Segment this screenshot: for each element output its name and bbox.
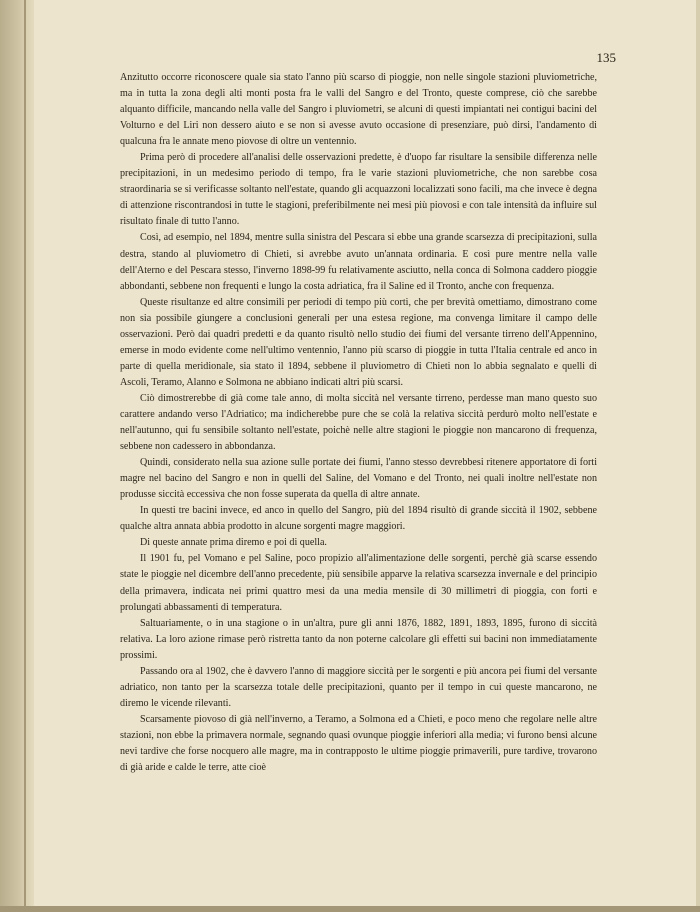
page-number: 135 [596,50,616,65]
paragraph: Saltuariamente, o in una stagione o in un'altra, pure gli anni 1876, 1882, 1891, 1893, 1895, furono di siccità relativa. La loro azione rimase però ristretta tanto da non poterne calcolare gli effetti sui bacini non immediatamente prossimi. [120,617,597,661]
paragraph: Prima però di procedere all'analisi delle osservazioni predette, è d'uopo far risultare la sensibile differenza nelle precipitazioni, in un medesimo periodo di tempo, fra le varie stazioni pluviometriche, che non sarebbe cosa straordinaria se si verificasse soltanto nell'estate, quando gli acquazzoni localizzati sono facili, ma che invece è degna di attenzione riscontrandosi in tutte le stagioni, preferibilmente nei mesi più piovosi e con tale intensità da influire sul risultato finale di tutto l'anno. [120,152,597,228]
paragraph: Il 1901 fu, pel Vomano e pel Saline, poco propizio all'alimentazione delle sorgenti, perchè già scarse essendo state le pioggie nel dicembre dell'anno precedente, più sensibile apparve la relativa scarsezza invernale e del principio della primavera, indicata nei primi quattro mesi da una media mensile di 30 millimetri di pioggia, con forti e prolungati abbassamenti di temperatura. [120,553,597,613]
paragraph: Anzitutto occorre riconoscere quale sia stato l'anno più scarso di pioggie, non nelle singole stazioni pluviometriche, ma in tutta la zona degli alti monti posta fra le valli del Sangro e del Tronto, queste comprese, ciò che sarebbe alquanto difficile, mancando nella valle del Sangro i pluviometri, se alcuni di questi impiantati nei contigui bacini del Volturno e del Liri non dessero aiuto e se non si avesse avuto occasione di presenziare, può dirsi, l'andamento di qualcuna fra le annate meno piovose di oltre un ventennio. [120,72,597,148]
page-edge-bottom [0,906,700,912]
paragraph: In questi tre bacini invece, ed anco in quello del Sangro, più del 1894 risultò di grande siccità il 1902, sebbene qualche altra annata abbia prodotto in alcune sorgenti magre maggiori. [120,505,597,533]
paragraph: Passando ora al 1902, che è davvero l'anno di maggiore siccità per le sorgenti e più ancora pei fiumi del versante adriatico, non tanto per la scarsezza totale delle precipitazioni, quanto per il tempo in cui queste mancarono, ne diremo le vicende rilevanti. [120,665,597,709]
page-edge-right [696,0,700,912]
paragraph: Queste risultanze ed altre consimili per periodi di tempo più corti, che per brevità omettiamo, dimostrano come non sia possibile giungere a conclusioni generali per una estesa regione, ma convenga limitare il campo delle osservazioni. Però dai quadri predetti e da quanto risultò nello studio dei fiumi del versante tirreno dell'Appennino, emerse in modo evidente come nell'ultimo ventennio, l'anno più scarso di pioggie in tutta l'Italia centrale ed anco in parte di quella meridionale, sia stato il 1894, sebbene il pluviometro di Chieti non lo abbia segnalato e quelli di Ascoli, Teramo, Alanno e Solmona ne abbiano indicati altri più scarsi. [120,296,597,388]
binding-crease [24,0,26,912]
paragraph: Quindi, considerato nella sua azione sulle portate dei fiumi, l'anno stesso devrebbesi ritenere apportatore di forti magre nel bacino del Sangro e non in quelli del Saline, del Vomano e del Tronto, nei quali inoltre nell'estate non produsse siccità eccessiva che non fosse superata da quella di altre annate. [120,457,597,501]
binding-gutter [0,0,34,912]
paragraph: Di queste annate prima diremo e poi di quella. [140,537,327,549]
body-text [120,70,597,776]
paragraph: Così, ad esempio, nel 1894, mentre sulla sinistra del Pescara si ebbe una grande scarsezza di precipitazioni, sulla destra, stando al pluviometro di Chieti, si avrebbe avuto un'annata ordinaria. E così pure mentre nella valle dell'Aterno e del Pescara stesso, l'inverno 1898-99 fu relativamente asciutto, nella conca di Solmona caddero pioggie abbondanti, sebbene non frequenti e lungo la costa adriatica, fra il Saline ed il Tronto, anche con frequenza. [120,232,597,292]
paragraph: Scarsamente piovoso di già nell'inverno, a Teramo, a Solmona ed a Chieti, e poco meno che regolare nelle altre stazioni, non ebbe la primavera normale, segnando quasi ovunque pioggie inferiori alla media; vi furono bensì alcune nevi tardive che forse nocquero alle magre, ma in contrapposto le ultime pioggie primaverili, pure tardive, trovarono di già aride e calde le terre, atte cioè [120,713,597,774]
paragraph: Ciò dimostrerebbe di già come tale anno, di molta siccità nel versante tirreno, perdesse man mano questo suo carattere andando verso l'Adriatico; ma indicherebbe pure che se colà la relativa siccità perdurò molto nell'estate e nell'autunno, qui fu sensibile soltanto nell'estate, poichè nelle altre stagioni le pioggie non mancarono di frequenza, sebbene non cadessero in abbondanza. [120,392,597,453]
